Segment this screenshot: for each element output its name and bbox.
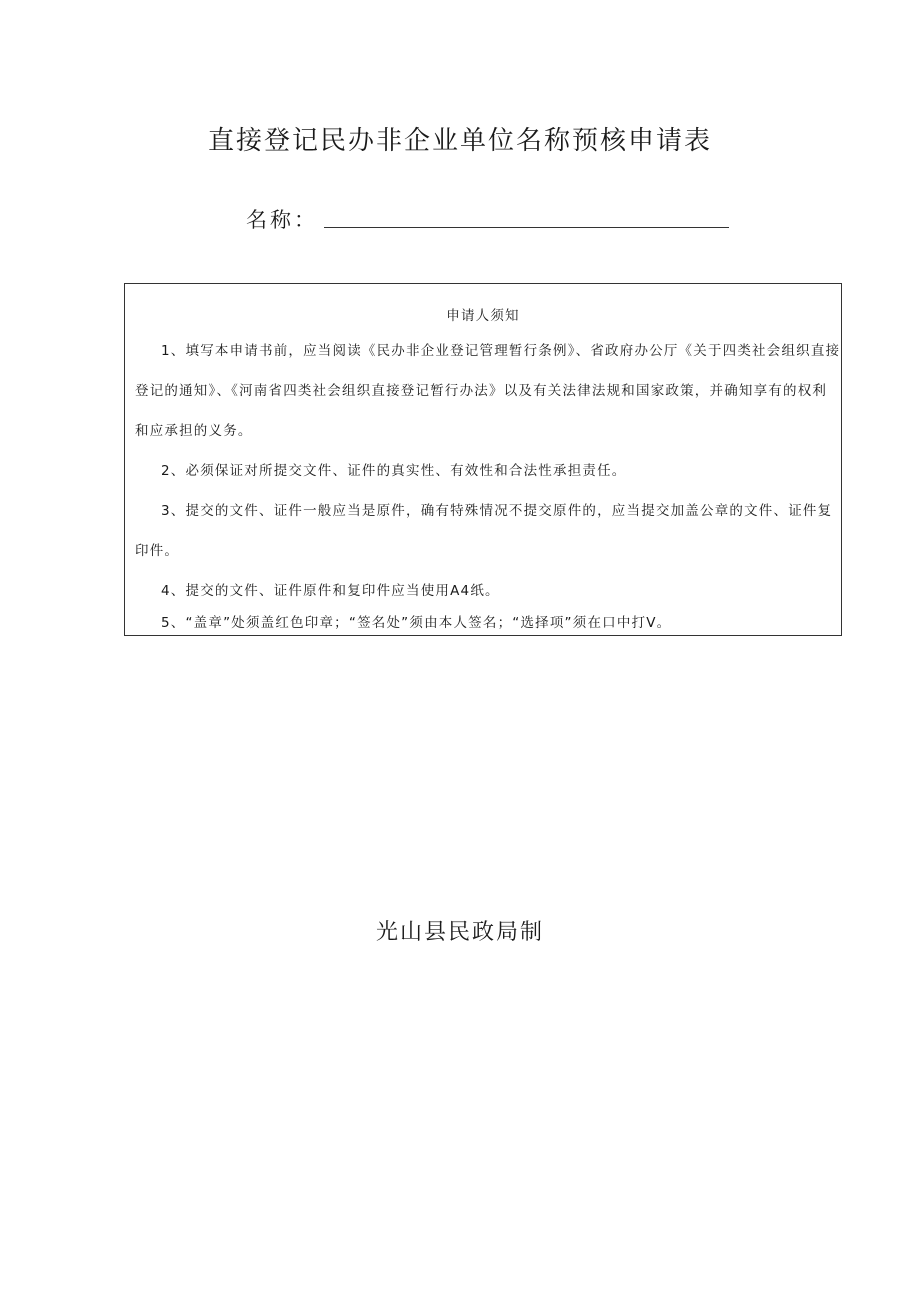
notice-item-1: 1、填写本申请书前，应当阅读《民办非企业登记管理暂行条例》、省政府办公厅《关于四类社会组织直接登记的通知》、《河南省四类社会组织直接登记暂行办法》以及有关法律法规和国家政策，并确知享有的权利和应承担的义务。 [135, 343, 841, 439]
notice-item-5: 5、“盖章”处须盖红色印章；“签名处”须由本人签名；“选择项”须在口中打V。 [161, 615, 672, 631]
applicant-notice-box [124, 283, 842, 636]
notice-item-3: 3、提交的文件、证件一般应当是原件，确有特殊情况不提交原件的，应当提交加盖公章的文件、证件复印件。 [135, 503, 833, 559]
name-input-line[interactable] [324, 205, 729, 228]
issuing-authority: 光山县民政局制 [375, 920, 544, 945]
name-label: 名称： [246, 208, 318, 232]
notice-heading: 申请人须知 [446, 308, 520, 324]
document-title: 直接登记民办非企业单位名称预核申请表 [207, 126, 712, 156]
notice-item-2: 2、必须保证对所提交文件、证件的真实性、有效性和合法性承担责任。 [161, 463, 627, 479]
notice-item-4: 4、提交的文件、证件原件和复印件应当使用A4纸。 [161, 583, 500, 599]
name-field-row [246, 200, 729, 234]
